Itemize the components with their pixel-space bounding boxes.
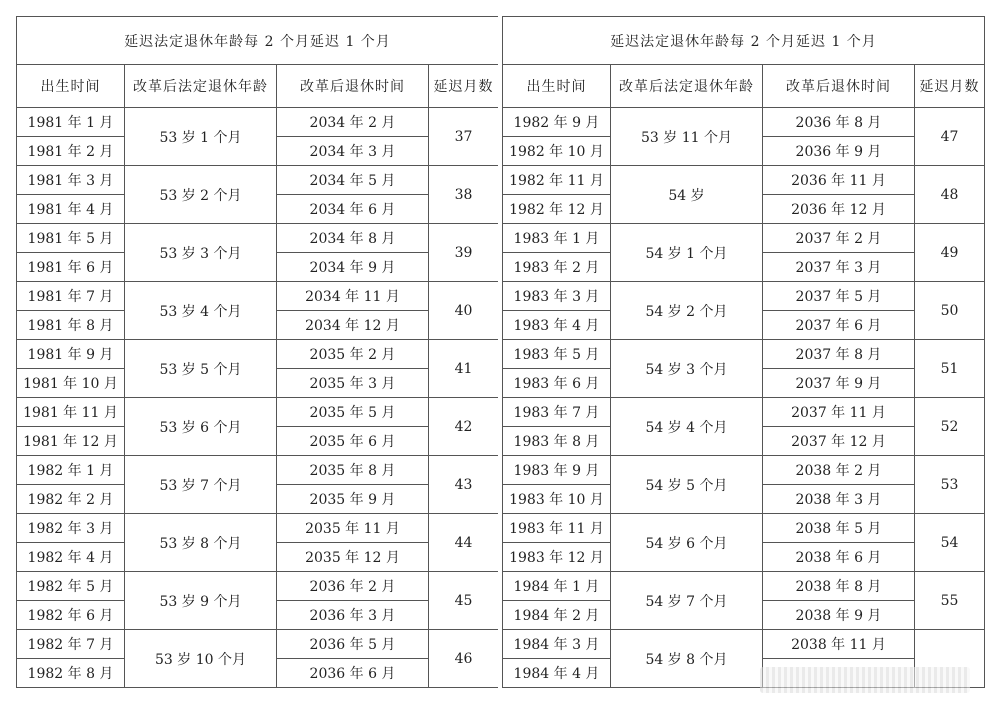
retire-age-cell: 53 岁 10 个月 [125,630,277,688]
retire-time-cell: 2034 年 8 月 [277,224,429,253]
retire-time-cell: 2037 年 3 月 [763,253,915,282]
column-header-retire-age: 改革后法定退休年龄 [611,65,763,108]
birth-cell: 1984 年 3 月 [503,630,611,659]
birth-cell: 1981 年 3 月 [17,166,125,195]
delay-cell: 38 [429,166,499,224]
delay-cell: 43 [429,456,499,514]
table-title: 延迟法定退休年龄每 2 个月延迟 1 个月 [17,17,499,65]
birth-cell: 1981 年 5 月 [17,224,125,253]
table-row [503,282,985,311]
delay-cell: 53 [915,456,985,514]
delay-cell: 55 [915,572,985,630]
retire-time-cell: 2038 年 5 月 [763,514,915,543]
delay-cell: 42 [429,398,499,456]
table-row [503,166,985,195]
table-row [503,108,985,137]
retire-age-cell: 53 岁 9 个月 [125,572,277,630]
column-header-delay: 延迟月数 [915,65,985,108]
retire-time-cell: 2037 年 8 月 [763,340,915,369]
delay-cell: 50 [915,282,985,340]
birth-cell: 1981 年 9 月 [17,340,125,369]
birth-cell: 1982 年 5 月 [17,572,125,601]
retire-age-cell: 53 岁 2 个月 [125,166,277,224]
retire-time-cell: 2035 年 8 月 [277,456,429,485]
delay-cell: 37 [429,108,499,166]
birth-cell: 1983 年 5 月 [503,340,611,369]
retire-time-cell: 2037 年 12 月 [763,427,915,456]
retire-time-cell: 2035 年 3 月 [277,369,429,398]
table-row [17,340,499,369]
retire-time-cell: 2034 年 2 月 [277,108,429,137]
table-row [17,282,499,311]
retire-age-cell: 54 岁 [611,166,763,224]
retire-time-cell: 2036 年 5 月 [277,630,429,659]
column-header-birth: 出生时间 [503,65,611,108]
table-row [17,398,499,427]
retire-time-cell: 2036 年 11 月 [763,166,915,195]
birth-cell: 1983 年 8 月 [503,427,611,456]
birth-cell: 1982 年 4 月 [17,543,125,572]
delay-cell: 49 [915,224,985,282]
retire-age-cell: 54 岁 2 个月 [611,282,763,340]
birth-cell: 1982 年 11 月 [503,166,611,195]
retire-time-cell: 2037 年 2 月 [763,224,915,253]
table-row [503,224,985,253]
birth-cell: 1982 年 10 月 [503,137,611,166]
delay-cell: 48 [915,166,985,224]
birth-cell: 1983 年 7 月 [503,398,611,427]
retirement-sheet [16,16,984,690]
birth-cell: 1981 年 11 月 [17,398,125,427]
retire-time-cell: 2034 年 11 月 [277,282,429,311]
retire-time-cell: 2034 年 9 月 [277,253,429,282]
table-row [503,340,985,369]
retire-age-cell: 53 岁 7 个月 [125,456,277,514]
birth-cell: 1983 年 9 月 [503,456,611,485]
retire-time-cell: 2035 年 11 月 [277,514,429,543]
birth-cell: 1981 年 12 月 [17,427,125,456]
retire-time-cell: 2038 年 11 月 [763,630,915,659]
delay-cell: 51 [915,340,985,398]
retire-time-cell: 2038 年 3 月 [763,485,915,514]
retire-time-cell: 2038 年 6 月 [763,543,915,572]
retire-age-cell: 53 岁 11 个月 [611,108,763,166]
retire-time-cell: 2036 年 3 月 [277,601,429,630]
birth-cell: 1982 年 7 月 [17,630,125,659]
delay-cell: 54 [915,514,985,572]
retire-time-cell: 2038 年 9 月 [763,601,915,630]
retire-time-cell: 2035 年 12 月 [277,543,429,572]
birth-cell: 1983 年 12 月 [503,543,611,572]
table-row [17,224,499,253]
delay-cell: 40 [429,282,499,340]
table-row [17,630,499,659]
birth-cell: 1983 年 4 月 [503,311,611,340]
retire-age-cell: 54 岁 5 个月 [611,456,763,514]
birth-cell: 1982 年 8 月 [17,659,125,688]
delay-cell: 45 [429,572,499,630]
birth-cell: 1984 年 2 月 [503,601,611,630]
birth-cell: 1981 年 2 月 [17,137,125,166]
birth-cell: 1983 年 1 月 [503,224,611,253]
birth-cell: 1983 年 2 月 [503,253,611,282]
birth-cell: 1981 年 4 月 [17,195,125,224]
birth-cell: 1981 年 1 月 [17,108,125,137]
delay-cell: 39 [429,224,499,282]
retire-age-cell: 53 岁 4 个月 [125,282,277,340]
retire-time-cell: 2038 年 2 月 [763,456,915,485]
retire-time-cell: 2038 年 8 月 [763,572,915,601]
column-header-birth: 出生时间 [17,65,125,108]
table-row [17,572,499,601]
birth-cell: 1982 年 9 月 [503,108,611,137]
retire-age-cell: 54 岁 4 个月 [611,398,763,456]
retire-time-cell: 2037 年 5 月 [763,282,915,311]
retire-time-cell: 2036 年 2 月 [277,572,429,601]
retirement-table-right [502,16,985,688]
birth-cell: 1984 年 4 月 [503,659,611,688]
retire-time-cell: 2036 年 6 月 [277,659,429,688]
retire-time-cell: 2035 年 6 月 [277,427,429,456]
column-header-delay: 延迟月数 [429,65,499,108]
birth-cell: 1982 年 2 月 [17,485,125,514]
birth-cell: 1981 年 6 月 [17,253,125,282]
retire-time-cell: 2034 年 6 月 [277,195,429,224]
birth-cell: 1981 年 7 月 [17,282,125,311]
table-row [503,398,985,427]
retire-age-cell: 54 岁 6 个月 [611,514,763,572]
watermark-overlay [760,667,970,693]
delay-cell: 52 [915,398,985,456]
birth-cell: 1983 年 11 月 [503,514,611,543]
birth-cell: 1982 年 3 月 [17,514,125,543]
birth-cell: 1981 年 10 月 [17,369,125,398]
table-row [503,456,985,485]
retire-time-cell: 2036 年 8 月 [763,108,915,137]
retire-age-cell: 53 岁 1 个月 [125,108,277,166]
retire-age-cell: 53 岁 8 个月 [125,514,277,572]
retire-time-cell: 2034 年 12 月 [277,311,429,340]
birth-cell: 1982 年 1 月 [17,456,125,485]
birth-cell: 1982 年 6 月 [17,601,125,630]
retire-time-cell: 2035 年 9 月 [277,485,429,514]
delay-cell: 44 [429,514,499,572]
table-row [17,166,499,195]
retire-age-cell: 54 岁 8 个月 [611,630,763,688]
column-header-retire-time: 改革后退休时间 [277,65,429,108]
retire-time-cell: 2035 年 2 月 [277,340,429,369]
retire-time-cell: 2034 年 3 月 [277,137,429,166]
column-header-retire-time: 改革后退休时间 [763,65,915,108]
retire-time-cell: 2035 年 5 月 [277,398,429,427]
column-header-retire-age: 改革后法定退休年龄 [125,65,277,108]
delay-cell: 46 [429,630,499,688]
retire-age-cell: 54 岁 1 个月 [611,224,763,282]
retire-time-cell: 2037 年 11 月 [763,398,915,427]
table-title: 延迟法定退休年龄每 2 个月延迟 1 个月 [503,17,985,65]
retire-time-cell: 2037 年 9 月 [763,369,915,398]
birth-cell: 1983 年 3 月 [503,282,611,311]
table-row [503,630,985,659]
table-row [17,514,499,543]
birth-cell: 1982 年 12 月 [503,195,611,224]
retire-age-cell: 54 岁 7 个月 [611,572,763,630]
retire-time-cell: 2036 年 12 月 [763,195,915,224]
delay-cell: 41 [429,340,499,398]
retire-time-cell: 2037 年 6 月 [763,311,915,340]
table-row [503,572,985,601]
retire-age-cell: 54 岁 3 个月 [611,340,763,398]
birth-cell: 1984 年 1 月 [503,572,611,601]
birth-cell: 1981 年 8 月 [17,311,125,340]
birth-cell: 1983 年 10 月 [503,485,611,514]
retire-age-cell: 53 岁 5 个月 [125,340,277,398]
birth-cell: 1983 年 6 月 [503,369,611,398]
delay-cell: 47 [915,108,985,166]
retirement-table-left [16,16,499,688]
retire-age-cell: 53 岁 6 个月 [125,398,277,456]
table-row [17,108,499,137]
retire-time-cell: 2036 年 9 月 [763,137,915,166]
table-row [17,456,499,485]
retire-time-cell: 2034 年 5 月 [277,166,429,195]
table-row [503,514,985,543]
retire-age-cell: 53 岁 3 个月 [125,224,277,282]
